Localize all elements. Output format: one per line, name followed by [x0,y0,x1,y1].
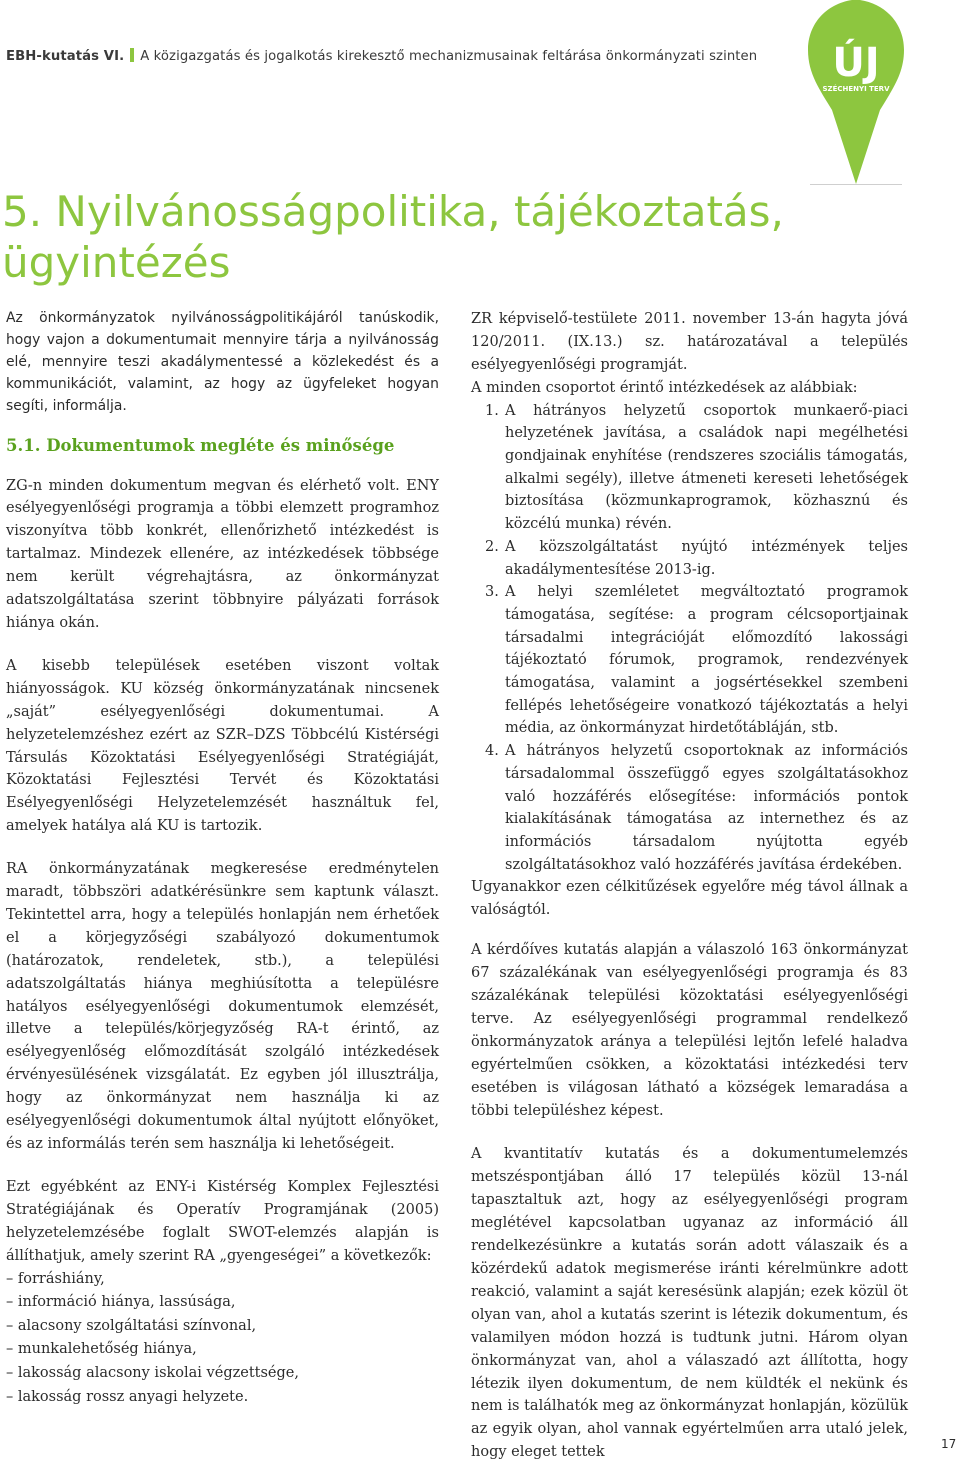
list-number: 4. [485,743,499,760]
list-item-text: A hátrányos helyzetű csoportoknak az információs társadalommal összefüggő egyes szolgáltatásokhoz való hozzáférés elősegítése: információs pontok kialakításának támogatása az internethez és az információs társadalom nyújtotta egyéb szolgáltatásokhoz való hozzáférés javítása érdekében. [505,743,908,873]
chapter-title: 5. Nyilvánosságpolitika, tájékoztatás, ügyintézés [2,187,784,287]
list-item [471,581,908,740]
paragraph: A minden csoportot érintő intézkedések az alábbiak: [471,379,858,396]
page-number: 17 [941,1437,957,1451]
logo-sub-text: SZÉCHENYI TERV [822,85,890,93]
paragraph: A kisebb települések esetében viszont voltak hiányosságok. KU község önkormányzatának nincsenek „saját” esélyegyenlőségi dokumentumai. A helyzetelemzéshez ezért az SZR–DZS Többcélú Kistérségi Társulás Közoktatási Esélyegyenlőségi Stratégiáját, Közoktatási Fejlesztési Tervét és Közoktatási Esélyegyenlőségi Helyzetelemzését használtuk fel, amelyek hatálya alá KU is tartozik. [6,657,439,835]
header-separator [130,48,134,62]
list-item-text: A közszolgáltatást nyújtó intézmények teljes akadálymentesítése 2013-ig. [505,538,908,578]
logo-divider [810,184,902,185]
paragraph: Ezt egyébként az ENY-i Kistérség Komplex Fejlesztési Stratégiájának és Operatív Programjának (2005) helyzetelemzésébe foglalt SWOT-elemzés alapján is állíthatjuk, amely szerint RA „gyengeségei” a következők: [6,1178,439,1264]
section-title: 5.1. Dokumentumok megléte és minősége [6,435,395,455]
header-series: EBH-kutatás VI. [6,49,125,64]
header-title: A közigazgatás és jogalkotás kirekesztő mechanizmusainak feltárása önkormányzati szinten [140,49,758,64]
paragraph: ZG-n minden dokumentum megvan és elérhető volt. ENY esélyegyenlőségi programja a többi elemzett programhoz viszonyítva több konkrét, ellenőrizhető intézkedést is tartalmaz. Mindezek ellenére, az intézkedések többsége nem került végrehajtásra, az önkormányzat adatszolgáltatása szerint többnyire pályázati források hiánya okán. [6,477,439,631]
paragraph: RA önkormányzatának megkeresése eredménytelen maradt, többszöri adatkérésünkre sem kaptunk választ. Tekintettel arra, hogy a település honlapján nem érhetőek el a körjegyzőségi szabályozó dokumentumok (határozatok, rendeletek, stb.), a települési adatszolgáltatás hiánya meghiúsította a településre hatályos esélyegyenlőségi dokumentumok elemzését, illetve a település/körjegyzőség RA-t érintő, az esélyegyenlőség előmozdítását szolgáló intézkedések érvényesülésének vizsgálatát. Ez egyben jól illusztrálja, hogy az önkormányzat nem használja ki az esélyegyenlőségi dokumentumok által nyújtott előnyöket, és az informálás terén sem használja ki lehetőségeit. [6,861,439,1152]
right-column [471,308,908,1464]
paragraph: A kérdőíves kutatás alapján a válaszoló 163 önkormányzat 67 százalékának van esélyegyenlőségi programja és 83 százalékának települési közoktatási esélyegyenlőségi terve. Az esélyegyenlőségi programmal rendelkező önkormányzatok aránya a települési lejtőn lefelé haladva egyértelműen csökken, a közoktatási intézkedési terv esetében is világosan látható a községek lemaradása a többi településhez képest. [471,942,908,1119]
list-item-text: A hátrányos helyzetű csoportok munkaerő-piaci helyzetének javítása, a családok napi megélhetési gondjainak enyhítése (rendszeres szociális támogatás, alkalmi segély), illetve átmeneti kereseti lehetőségek biztosítása (közmunkaprogramok, közhasznú és közcélú munka) révén. [505,402,908,533]
paragraph: A kvantitatív kutatás és a dokumentumelemzés metszéspontjában álló 17 település közül 13-nál tapasztaltuk azt, hogy az esélyegyenlőségi program meglétével kapcsolatban ugyanaz az információ áll rendelkezésünkre a kutatás során adott válaszaik és a közérdekű adatok megismerése iránti kérelmünkre adott reakció, valamint a saját keresésünk alapján; ezek közül öt olyan van, ahol a kutatás szerint is létezik dokumentum, és valamilyen módon hozzá is tudtunk jutni. Három olyan önkormányzat van, ahol a válaszadó azt állította, hogy létezik ilyen dokumentum, de nem küldték el nekünk és nem is találhatók meg az önkormányzat honlapján, közülük az egyik olyan, ahol vannak egyértelműen arra utaló jelek, hogy eleget tettek [471,1146,908,1461]
intro-paragraph: Az önkormányzatok nyilvánosságpolitikájáról tanúskodik, hogy vajon a dokumentumait mennyire tárja a nyilvánosság elé, mennyire teszi akadálymentessé a közlekedést és a kommunikációt, valamint, az hogy az ügyfeleket hogyan segíti, informálja. [6,310,439,414]
paragraph: Ugyanakkor ezen célkitűzések egyelőre még távol állnak a valóságtól. [471,879,908,919]
list-item [471,536,908,581]
left-column [6,308,439,1409]
list-item [471,400,908,536]
list-item: – alacsony szolgáltatási színvonal, [6,1317,257,1334]
weakness-list [6,1268,439,1410]
list-number: 3. [485,584,499,601]
measures-list [471,400,908,877]
list-item: – információ hiánya, lassúsága, [6,1294,236,1311]
list-item: – lakosság rossz anyagi helyzete. [6,1388,249,1405]
list-number: 1. [485,402,499,419]
logo-main-text: ÚJ [832,40,880,86]
list-number: 2. [485,538,499,555]
list-item: – munkalehetőség hiánya, [6,1341,197,1358]
list-item: – forráshiány, [6,1270,105,1287]
list-item-text: A helyi szemléletet megváltoztató programok támogatása, segítése: a program célcsoportjainak társadalmi integrációját előmozdító lakossági tájékoztató fórumok, programok, rendezvények támogatása, valamint a jogsértésekkel szembeni fellépés lehetőségeire vonatkozó tájékoztatás a helyi média, az önkormányzat hirdetőtábláján, stb. [505,584,908,737]
running-header [6,48,757,64]
uj-szechenyi-terv-logo [808,0,904,184]
list-item: – lakosság alacsony iskolai végzettsége, [6,1364,299,1381]
paragraph: ZR képviselő-testülete 2011. november 13-án hagyta jóvá 120/2011. (IX.13.) sz. határozatával a település esélyegyenlőségi programját. [471,311,908,373]
list-item [471,740,908,876]
